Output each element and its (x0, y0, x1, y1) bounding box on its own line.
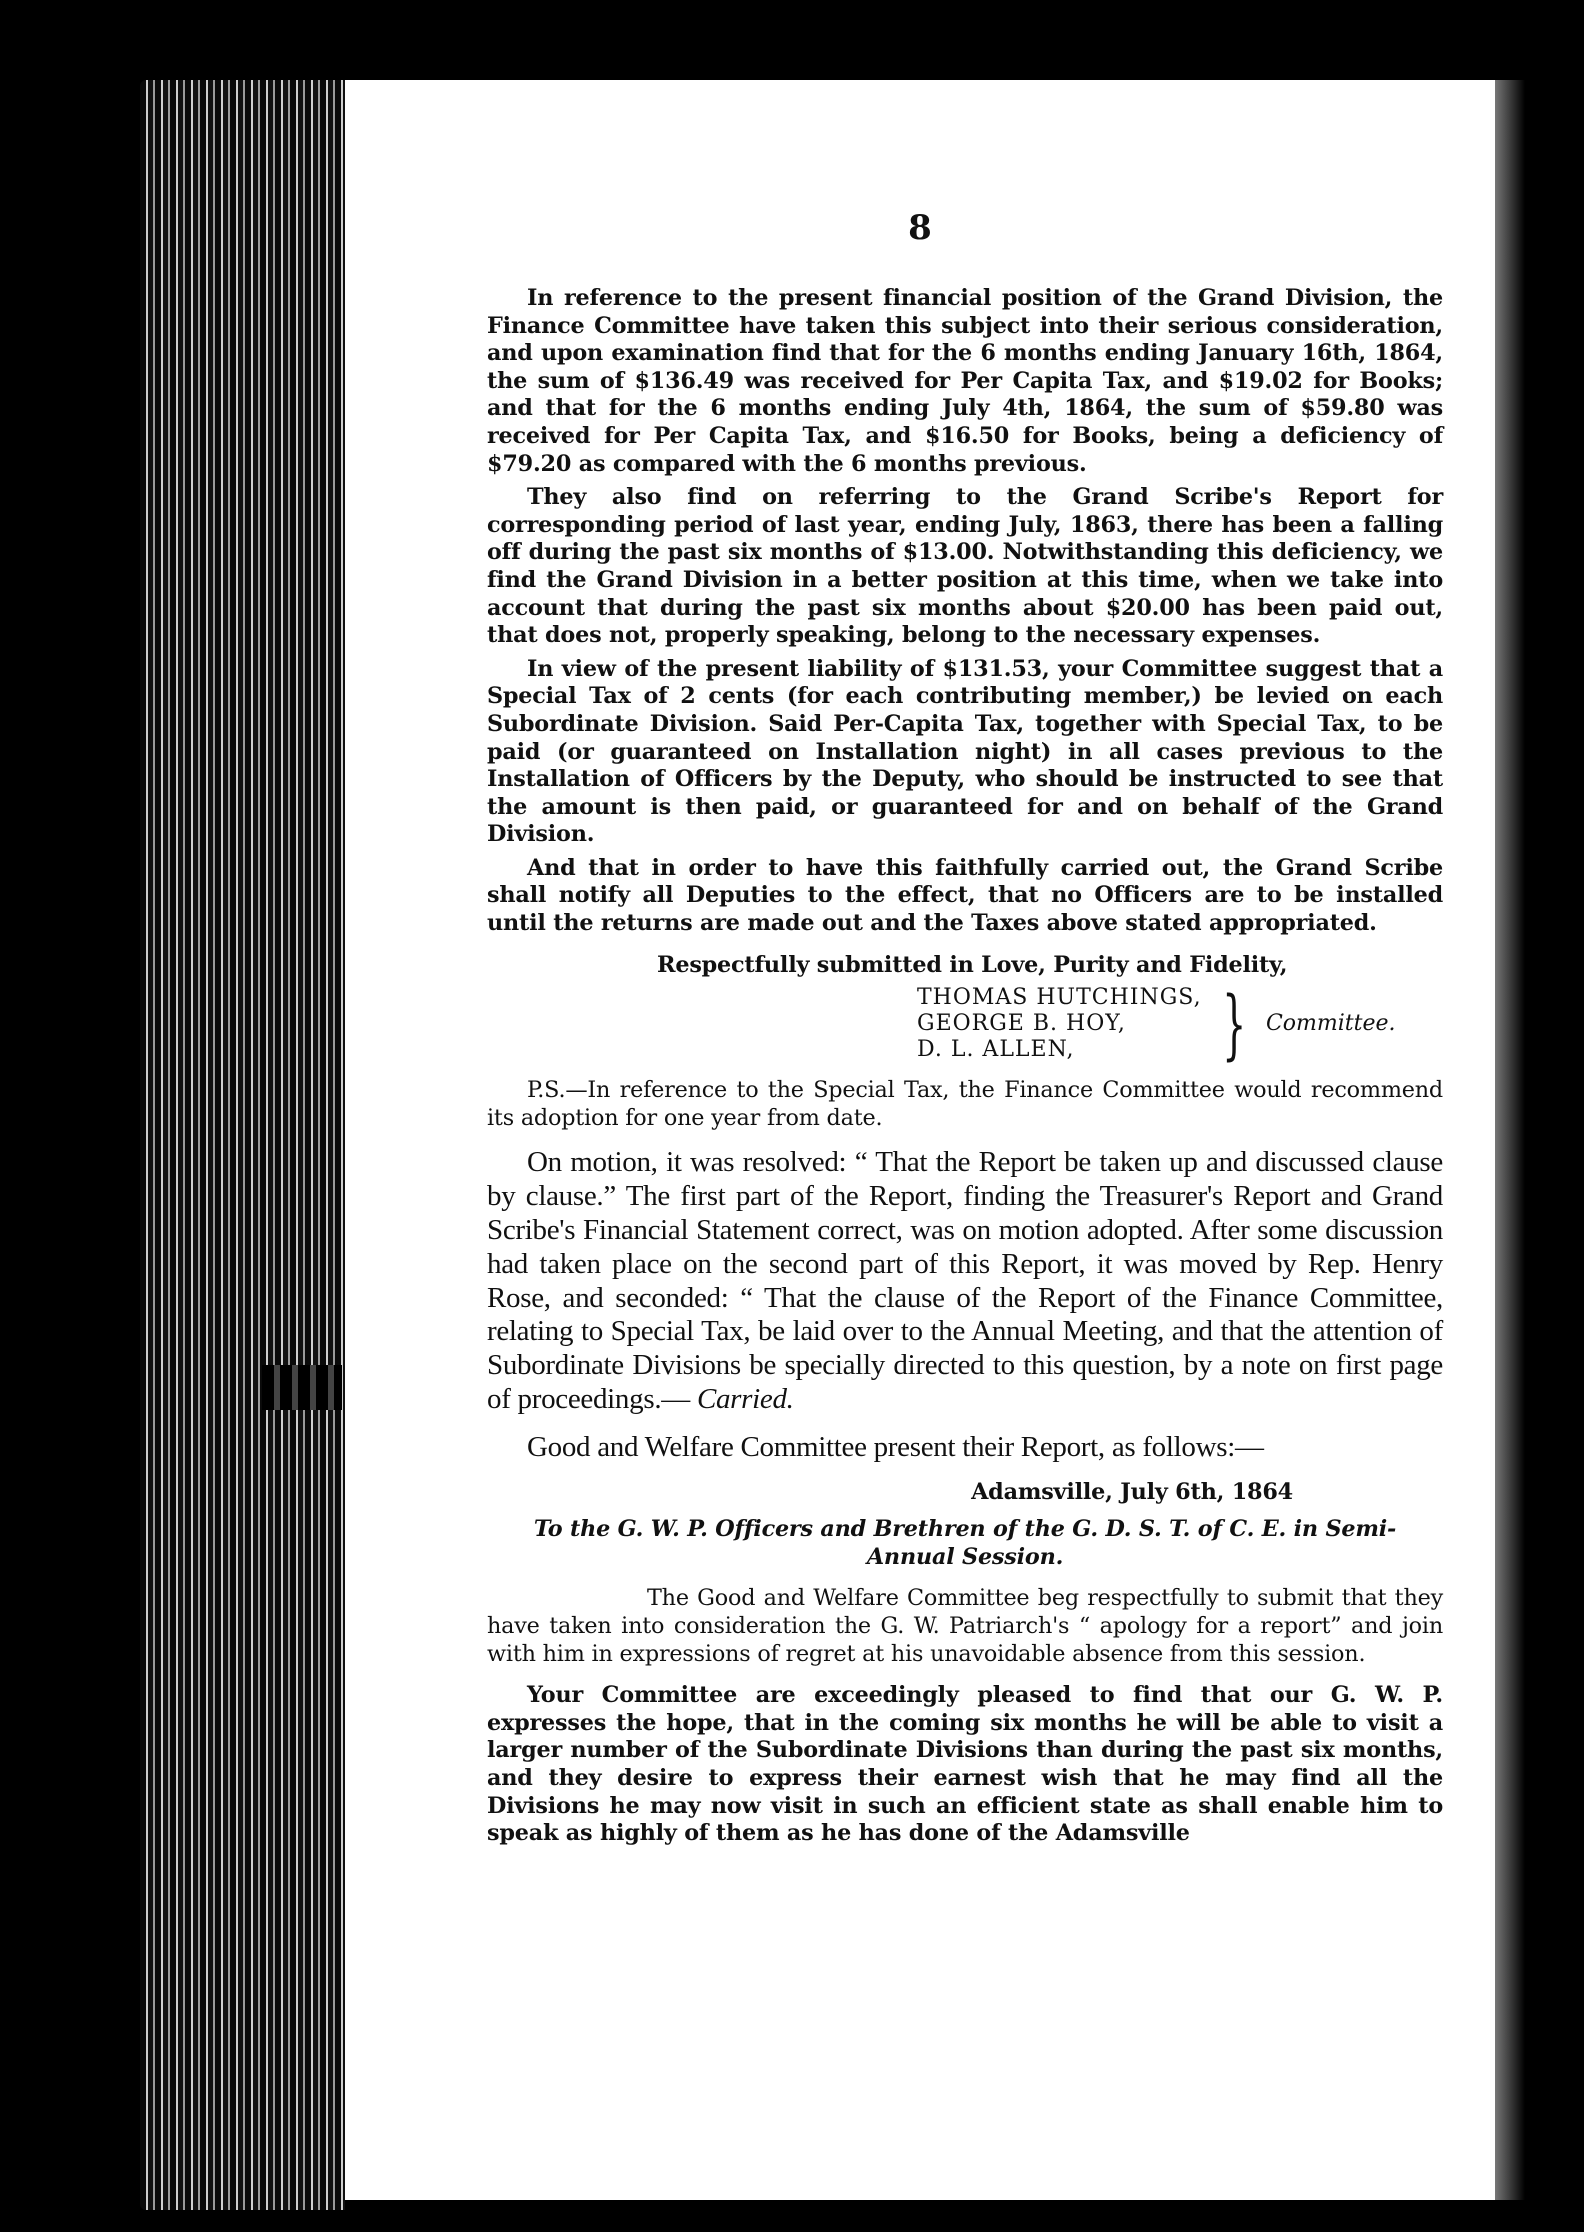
binding-mark (262, 1365, 342, 1410)
committee-signers (917, 979, 1443, 1069)
paragraph-grand-scribe-report: They also find on referring to the Grand Scribe's Report for corresponding period of last year, ending July, 1863, there has been a falling off during the past six months of $13.00. Notwithstanding this deficiency, we find the Grand Division in a better position at this time, when we take into account that during the past six months about $20.00 has been paid out, that does not, properly speaking, belong to the necessary expenses. (487, 484, 1443, 649)
signer-name: THOMAS HUTCHINGS, (917, 985, 1202, 1011)
paragraph-good-welfare-2: Your Committee are exceedingly pleased to find that our G. W. P. expresses the hope, that in the coming six months he will be able to visit a larger number of the Subordinate Divisions than during the past six months, and they desire to express their earnest wish that he may find all the Divisions he may now visit in such an efficient state as shall enable him to speak as highly of them as he has done of the Adamsville (487, 1682, 1443, 1847)
paragraph-motion (487, 1146, 1443, 1416)
carried-label: Carried. (696, 1383, 794, 1416)
paragraph-good-welfare-1: The Good and Welfare Committee beg respectfully to submit that they have taken into consideration the G. W. Patriarch's “ apology for a report” and join with him in expressions of regret at his unavoidable absence from this session. (487, 1585, 1443, 1667)
report-address: To the G. W. P. Officers and Brethren of the G. D. S. T. of C. E. in Semi-Annual Session. (533, 1516, 1397, 1570)
page-body (487, 285, 1443, 1848)
committee-label: Committee. (1265, 1011, 1396, 1037)
signer-names (917, 985, 1202, 1063)
paragraph-financial-position: In reference to the present financial position of the Grand Division, the Finance Committee have taken this subject into their serious consideration, and upon examination find that for the 6 months ending January 16th, 1864, the sum of $136.49 was received for Per Capita Tax, and $19.02 for Books; and that for the 6 months ending July 4th, 1864, the sum of $59.80 was received for Per Capita Tax, and $16.50 for Books, being a deficiency of $79.20 as compared with the 6 months previous. (487, 285, 1443, 477)
brace-glyph: } (1221, 979, 1246, 1069)
paragraph-deputies-notice: And that in order to have this faithfully carried out, the Grand Scribe shall notify all Deputies to the effect, that no Officers are to be installed until the returns are made out and the Taxes above stated appropriated. (487, 854, 1443, 937)
book-page-edges (140, 80, 345, 2210)
document-page (345, 80, 1495, 2200)
paragraph-special-tax: In view of the present liability of $131.53, your Committee suggest that a Special Tax of 2 cents (for each contributing member,) be levied on each Subordinate Division. Said Per-Capita Tax, together with Special Tax, to be paid (or guaranteed on Installation night) in all cases previous to the Installation of Officers by the Deputy, who should be instructed to see that the amount is then paid, or guaranteed for and on behalf of the Grand Division. (487, 655, 1443, 848)
motion-text: On motion, it was resolved: “ That the Report be taken up and discussed clause by clause.” The first part of the Report, finding the Treasurer's Report and Grand Scribe's Financial Statement correct, was on motion adopted. After some discussion had taken place on the second part of this Report, it was moved by Rep. Henry Rose, and seconded: “ That the clause of the Report of the Finance Committee, relating to Special Tax, be laid over to the Annual Meeting, and that the attention of Subordinate Divisions be specially directed to this question, by a note on first page of proceedings.— (487, 1146, 1443, 1416)
signer-name: GEORGE B. HOY, (917, 1011, 1126, 1037)
place-date: Adamsville, July 6th, 1864 (971, 1478, 1293, 1505)
good-welfare-intro: Good and Welfare Committee present their Report, as follows:— (527, 1430, 1264, 1463)
page-number: 8 (908, 208, 932, 248)
respectfully-submitted: Respectfully submitted in Love, Purity and Fidelity, (657, 951, 1288, 978)
signer-name: D. L. ALLEN, (917, 1037, 1075, 1063)
postscript: P.S.—In reference to the Special Tax, the Finance Committee would recommend its adoption for one year from date. (487, 1077, 1443, 1131)
page-gutter-shadow (1495, 80, 1525, 2200)
